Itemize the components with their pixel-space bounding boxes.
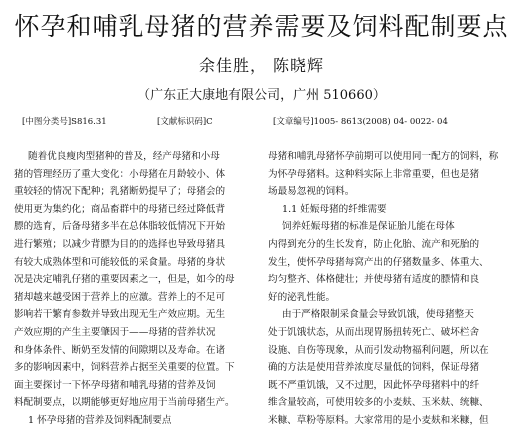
left-column: [14, 148, 262, 430]
body-line: 均匀整齐、体格健壮；并使母猪有适度的膘情和良: [268, 274, 480, 286]
body-line: 进行繁殖；以减少背膘为目的的选择也导致母猪具: [14, 238, 226, 250]
body-line: 膘的选育，后备母猪多半在总体脂较低情况下开始: [14, 221, 226, 233]
body-line: 料配制要点，以期能够更好地应用于当前母猪生产。: [14, 397, 235, 409]
clc-number: [中图分类号]S816.31: [22, 117, 107, 127]
body-line: 影响若干繁育参数并导致出现无生产效应期。无生: [14, 309, 226, 321]
article-id: [文章编号]1005- 8613(2008) 04- 0022- 04: [273, 117, 448, 127]
body-line: 确的方法是使用营养浓度尽量低的饲料，保证母猪: [268, 362, 480, 374]
body-line: 发生，使怀孕母猪每窝产出的仔猪数量多、体重大、: [268, 256, 489, 268]
body-line: 既不严重饥饿，又不过肥，因此怀孕母猪料中的纤: [268, 379, 480, 391]
body-line: 母猪和哺乳母猪怀孕前期可以使用同一配方的饲料，称: [268, 151, 499, 162]
body-line: 好的泌乳性能。: [268, 291, 336, 303]
body-line: 产效应期的产生主要肇因于——母猪的营养状况: [14, 326, 216, 338]
body-line: 内得到充分的生长发育，防止化胎、流产和死胎的: [268, 238, 480, 250]
subsection-heading: 1.1 妊娠母猪的纤维需要: [282, 203, 387, 215]
body-line: 多的影响因素中，饲料营养占据至关重要的位置。下: [14, 362, 235, 374]
body-line: 场最易忽视的饲料。: [268, 186, 355, 198]
body-line: 猪的管理经历了重大变化：小母猪在月龄较小、体: [14, 168, 226, 180]
article-title: 怀孕和哺乳母猪的营养需要及饲料配制要点: [14, 12, 509, 41]
body-line: 饲养妊娠母猪的标准是保证胎儿能在母体: [282, 221, 455, 233]
body-line: 随着优良瘦肉型猪种的普及，经产母猪和小母: [28, 151, 220, 162]
body-line: 重较轻的情况下配种；乳猪断奶提早了；母猪会的: [14, 186, 226, 198]
body-line: 猪却越来越受困于营养上的应激。营养上的不足可: [14, 291, 226, 303]
body-line: 面主要探讨一下怀孕母猪和哺乳母猪的营养及饲: [14, 379, 216, 391]
body-line: 况是决定哺乳仔猪的重要因素之一，但是，如今的母: [14, 274, 235, 286]
section-heading: 1 怀孕母猪的营养及饲料配制要点: [28, 414, 172, 426]
body-line: 使用更为集约化；商品畜群中的母猪已经过降低背: [14, 203, 226, 215]
body-line: 处于饥饿状态，从而出现胃肠扭转死亡、破坏栏舍: [268, 326, 480, 338]
body-line: 由于严格限制采食量会导致饥饿，使母猪整天: [282, 309, 474, 321]
document-code: [文献标识码]C: [157, 117, 213, 127]
body-line: 和身体条件、断奶至发情的间隙期以及寿命。在诸: [14, 344, 226, 356]
body-line: 有较大成熟体型和可能较低的采食量。母猪的身状: [14, 256, 226, 268]
body-line: 为怀孕母猪料。这种料实际上非常重要，但也是猪: [268, 168, 480, 180]
article-affiliation: （广东正大康地有限公司，广州 510660）: [137, 88, 386, 103]
body-line: 维含量较高，可使用较多的小麦麸、玉米麸、统糠、: [268, 397, 489, 409]
right-column: [268, 148, 516, 430]
body-line: 米糠、草粉等原料。大家常用的是小麦麸和米糠，但: [268, 414, 489, 426]
article-authors: 余佳胜， 陈晓辉: [198, 56, 325, 75]
body-line: 设施、自伤等现象，从而引发动物福利问题，所以在: [268, 344, 489, 356]
